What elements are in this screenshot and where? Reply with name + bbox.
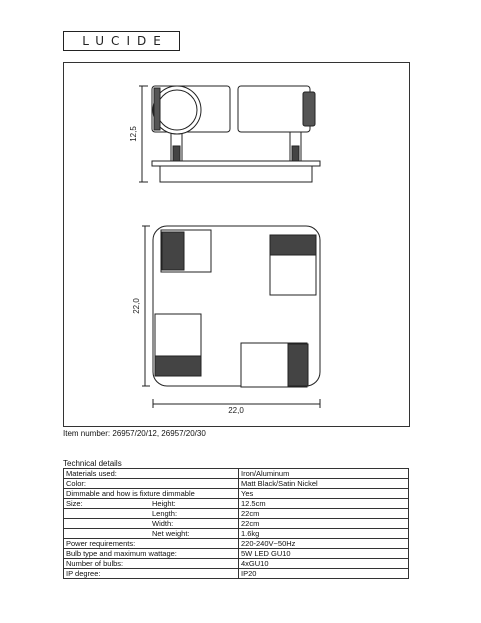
spec-label-cell — [64, 519, 239, 529]
spec-sub-label: Height: — [152, 499, 176, 508]
technical-details-title: Technical details — [63, 459, 122, 468]
spec-sub-label: Width: — [152, 519, 174, 528]
length-dimension-label: 22,0 — [132, 298, 141, 314]
technical-details-table — [63, 468, 409, 579]
table-row — [64, 479, 409, 489]
spec-value: Iron/Aluminum — [239, 469, 409, 479]
spec-label-cell — [64, 559, 239, 569]
spec-label: Size: — [66, 499, 83, 508]
spec-label-cell — [64, 569, 239, 579]
table-row — [64, 519, 409, 529]
spec-value: 22cm — [239, 519, 409, 529]
spec-value: 1.6kg — [239, 529, 409, 539]
spec-label: Power requirements: — [66, 539, 136, 548]
spec-label: Bulb type and maximum wattage: — [66, 549, 177, 558]
brand-logo-text: LUCIDE — [82, 34, 168, 48]
spec-sub-label: Net weight: — [152, 529, 190, 538]
table-row — [64, 549, 409, 559]
spec-label: Number of bulbs: — [66, 559, 124, 568]
table-row — [64, 569, 409, 579]
spec-label: IP degree: — [66, 569, 101, 578]
spec-label-cell — [64, 539, 239, 549]
spec-value: 4xGU10 — [239, 559, 409, 569]
spec-sub-label: Length: — [152, 509, 178, 518]
spec-value: 5W LED GU10 — [239, 549, 409, 559]
spec-value: 22cm — [239, 509, 409, 519]
spec-value: IP20 — [239, 569, 409, 579]
table-row — [64, 499, 409, 509]
spec-label-cell — [64, 489, 239, 499]
spec-value: 220-240V~50Hz — [239, 539, 409, 549]
top-view — [142, 226, 320, 408]
table-row — [64, 559, 409, 569]
table-row — [64, 539, 409, 549]
table-row — [64, 489, 409, 499]
spec-value: Yes — [239, 489, 409, 499]
height-dimension-label: 12,5 — [129, 126, 138, 142]
item-number-line — [63, 429, 206, 438]
spec-label: Dimmable and how is fixture dimmable — [66, 489, 195, 498]
spec-label-cell — [64, 479, 239, 489]
spec-label-cell — [64, 549, 239, 559]
spec-value: Matt Black/Satin Nickel — [239, 479, 409, 489]
side-view — [139, 86, 320, 182]
spec-label-cell — [64, 469, 239, 479]
spec-label: Color: — [66, 479, 87, 488]
spec-label-cell — [64, 509, 239, 519]
spec-label: Materials used: — [66, 469, 117, 478]
item-number-label: Item number: — [63, 429, 111, 438]
spec-value: 12.5cm — [239, 499, 409, 509]
item-number-values: 26957/20/12, 26957/20/30 — [112, 429, 206, 438]
table-row — [64, 509, 409, 519]
spec-label-cell — [64, 529, 239, 539]
spec-label-cell — [64, 499, 239, 509]
width-dimension-label: 22,0 — [228, 406, 244, 415]
table-row — [64, 529, 409, 539]
table-row — [64, 469, 409, 479]
